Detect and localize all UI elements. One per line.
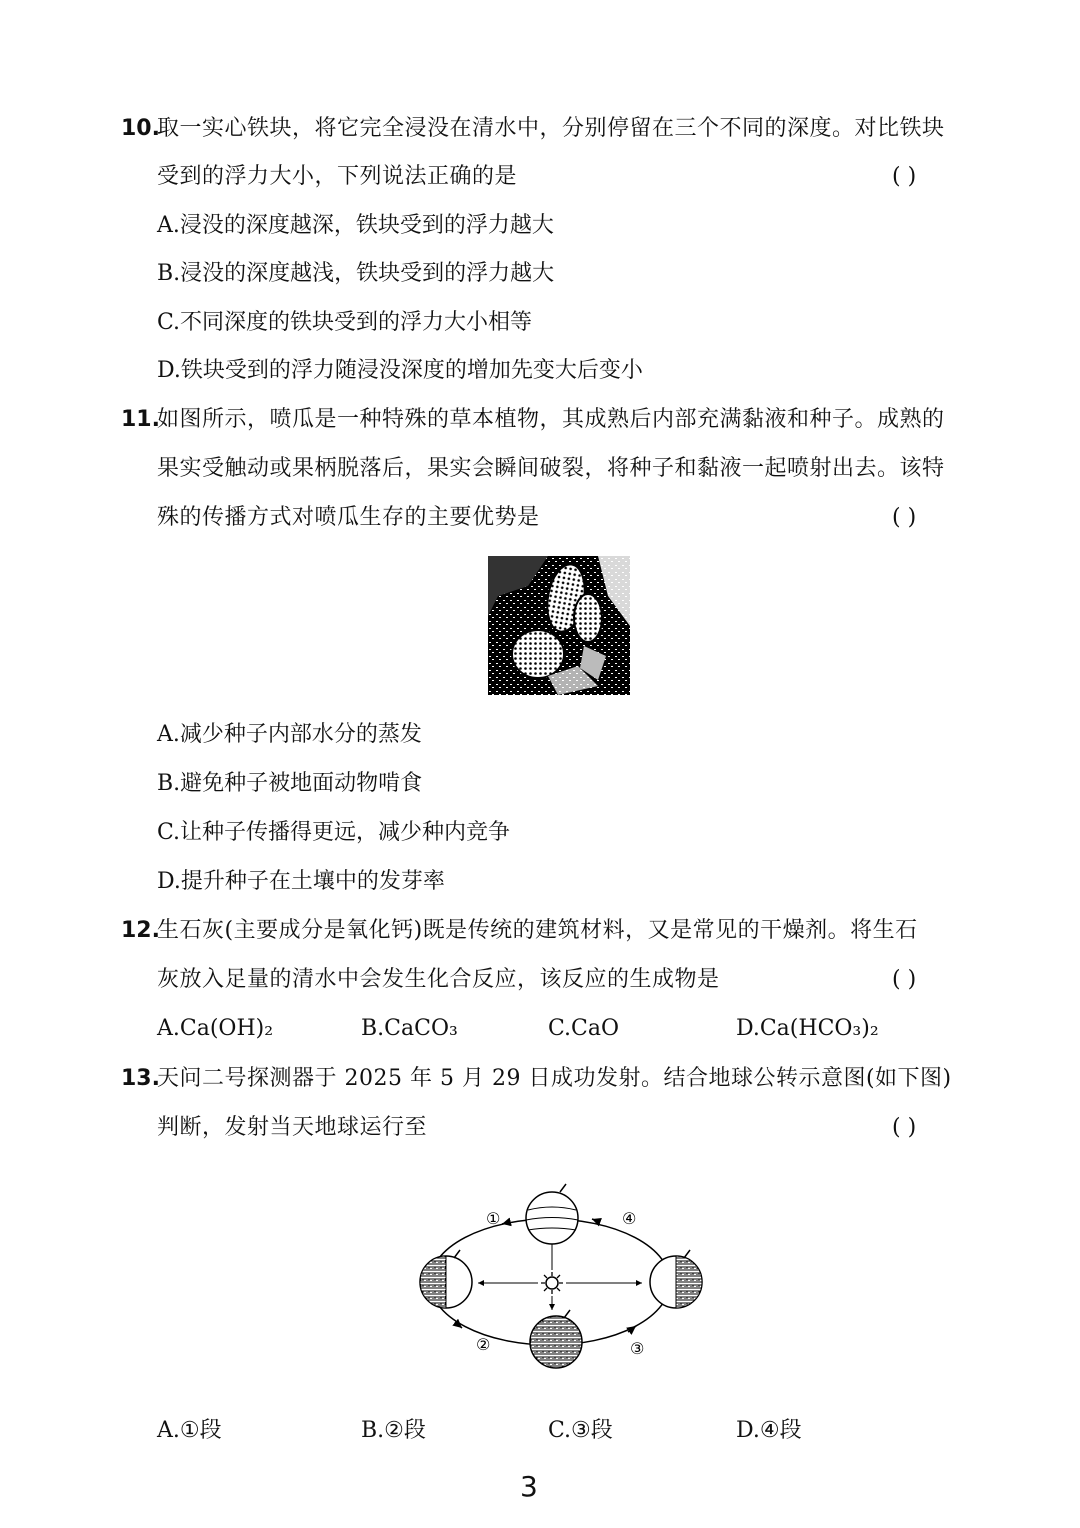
option-c: C.③段 (548, 1418, 613, 1443)
option-d: D.Ca(HCO₃)₂ (736, 1016, 879, 1041)
answer-bracket: ( ) (892, 967, 917, 992)
option-b: B.浸没的深度越浅，铁块受到的浮力越大 (157, 261, 555, 286)
option-a: A.浸没的深度越深，铁块受到的浮力越大 (157, 213, 554, 238)
answer-bracket: ( ) (892, 164, 917, 189)
earth-left (420, 1250, 472, 1308)
option-d: D.④段 (736, 1418, 802, 1443)
option-b: B.避免种子被地面动物啃食 (157, 771, 423, 796)
answer-bracket: ( ) (892, 505, 917, 530)
option-d: D.铁块受到的浮力随浸没深度的增加先变大后变小 (157, 358, 643, 383)
question-number: 13. (121, 1066, 160, 1091)
earth-top (526, 1184, 578, 1244)
earth-right (650, 1250, 702, 1308)
segment-label-3: ③ (630, 1339, 645, 1358)
orbit-svg (410, 1182, 710, 1382)
earth-bottom (530, 1310, 582, 1368)
question-stem-line: 生石灰(主要成分是氧化钙)既是传统的建筑材料，又是常见的干燥剂。将生石 (157, 918, 918, 943)
question-number: 12. (121, 918, 160, 943)
question-stem-line: 判断，发射当天地球运行至 (157, 1115, 428, 1140)
question-stem-line: 灰放入足量的清水中会发生化合反应，该反应的生成物是 (157, 967, 720, 992)
question-number: 11. (121, 407, 160, 432)
segment-label-2: ② (476, 1335, 491, 1354)
question-number: 10. (121, 116, 160, 141)
question-stem-line: 受到的浮力大小，下列说法正确的是 (157, 164, 518, 189)
question-stem-line: 果实受触动或果柄脱落后，果实会瞬间破裂，将种子和黏液一起喷射出去。该特 (157, 456, 945, 481)
option-b: B.②段 (361, 1418, 426, 1443)
option-c: C.不同深度的铁块受到的浮力大小相等 (157, 310, 533, 335)
question-stem-line: 取一实心铁块，将它完全浸没在清水中，分别停留在三个不同的深度。对比铁块 (157, 116, 945, 141)
option-c: C.CaO (548, 1016, 620, 1041)
question-stem-line: 殊的传播方式对喷瓜生存的主要优势是 (157, 505, 540, 530)
squirting-cucumber-photo (488, 556, 630, 695)
option-a: A.①段 (157, 1418, 222, 1443)
earth-orbit-diagram (410, 1182, 710, 1382)
option-d: D.提升种子在土壤中的发芽率 (157, 869, 445, 894)
plant-illustration (488, 556, 630, 695)
segment-label-4: ④ (622, 1209, 637, 1228)
option-c: C.让种子传播得更远，减少种内竞争 (157, 820, 511, 845)
option-a: A.Ca(OH)₂ (157, 1016, 274, 1041)
option-a: A.减少种子内部水分的蒸发 (157, 722, 422, 747)
question-stem-line: 天问二号探测器于 2025 年 5 月 29 日成功发射。结合地球公转示意图(如下图) (157, 1066, 952, 1091)
page-number: 3 (520, 1470, 538, 1503)
option-b: B.CaCO₃ (361, 1016, 458, 1041)
segment-label-1: ① (486, 1209, 501, 1228)
question-stem-line: 如图所示，喷瓜是一种特殊的草本植物，其成熟后内部充满黏液和种子。成熟的 (157, 407, 945, 432)
answer-bracket: ( ) (892, 1115, 917, 1140)
sun-icon (541, 1272, 563, 1294)
